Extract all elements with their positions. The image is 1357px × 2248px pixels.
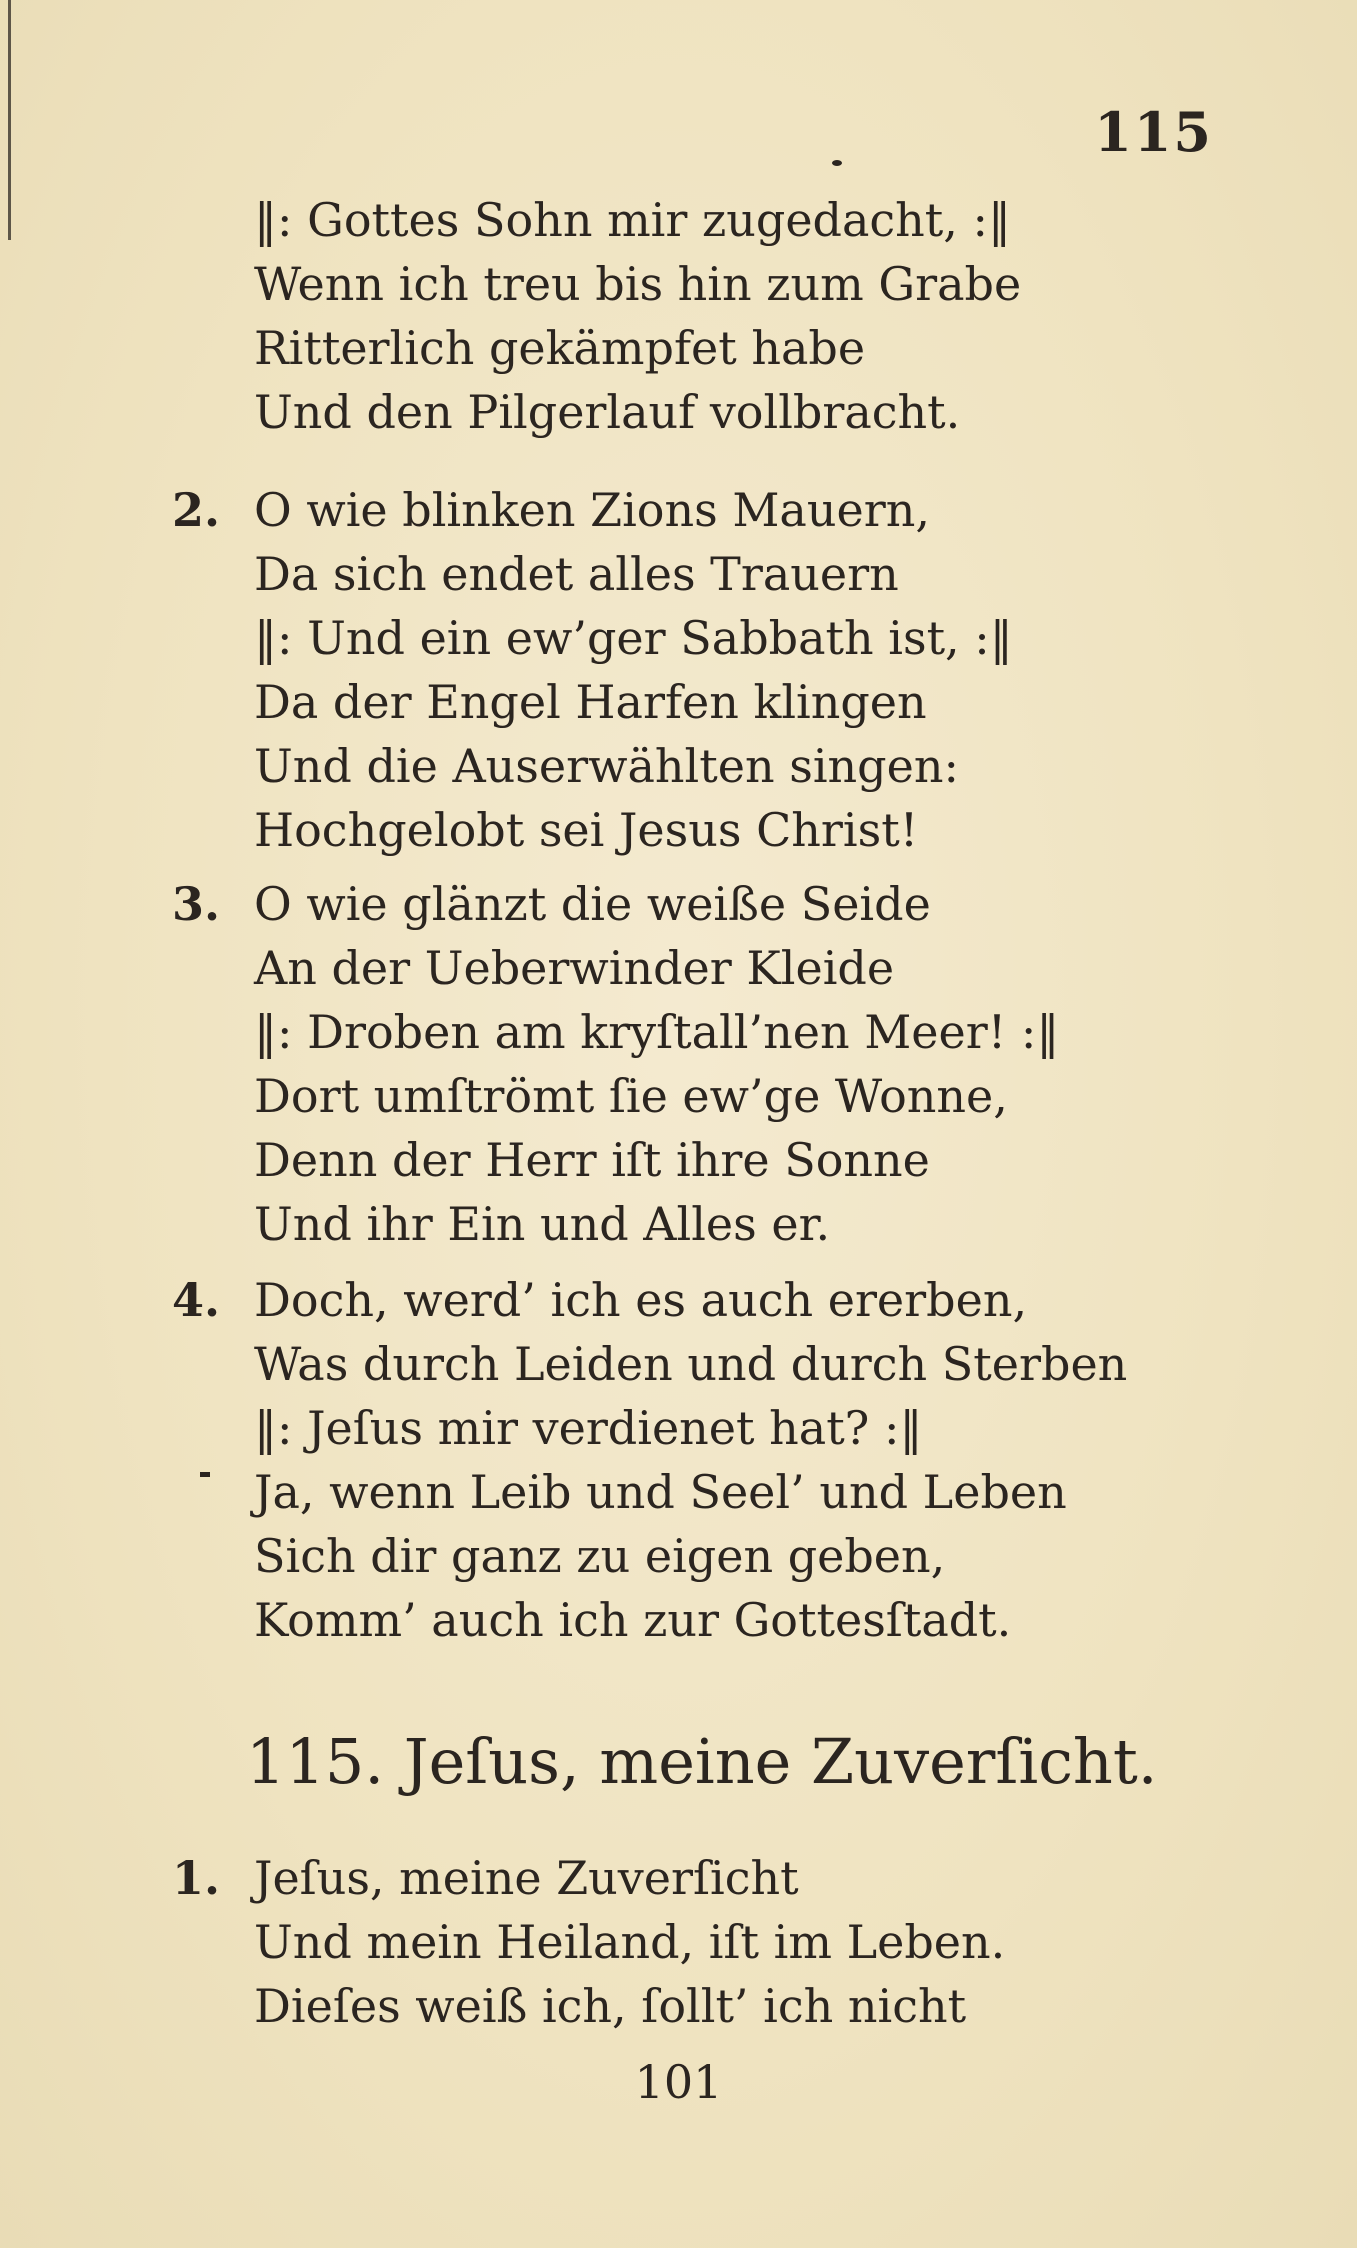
ink-speck <box>832 160 842 166</box>
verse-line: Dort umſtrömt ſie ew’ge Wonne, <box>254 1069 1008 1123</box>
verse-line: Jeſus, meine Zuverſicht <box>254 1851 799 1905</box>
page-number: 101 <box>634 2055 723 2109</box>
verse-line: An der Ueberwinder Kleide <box>254 941 895 995</box>
verse-line: O wie glänzt die weiße Seide <box>254 877 931 931</box>
verse-number: 4. <box>172 1273 221 1327</box>
verse-line: Und mein Heiland, iſt im Leben. <box>254 1915 1006 1969</box>
verse-line: Denn der Herr iſt ihre Sonne <box>254 1133 930 1187</box>
verse-line: ‖: Gottes Sohn mir zugedacht, :‖ <box>254 193 1012 247</box>
verse-line: Ritterlich gekämpfet habe <box>254 321 866 375</box>
verse-line: Hochgelobt sei Jesus Christ! <box>254 803 919 857</box>
verse-line: Da der Engel Harfen klingen <box>254 675 927 729</box>
verse-line: Und ihr Ein und Alles er. <box>254 1197 831 1251</box>
verse-line: Was durch Leiden und durch Sterben <box>254 1337 1128 1391</box>
verse-line: Sich dir ganz zu eigen geben, <box>254 1529 946 1583</box>
verse-line: Und die Auserwählten singen: <box>254 739 959 793</box>
verse-line: Da sich endet alles Trauern <box>254 547 899 601</box>
verse-line: ‖: Droben am kryſtall’nen Meer! :‖ <box>254 1005 1060 1059</box>
ink-dash <box>200 1472 210 1477</box>
running-hymn-number: 115 <box>1094 100 1213 164</box>
verse-line: Komm’ auch ich zur Gottesſtadt. <box>254 1593 1012 1647</box>
verse-number: 1. <box>172 1851 221 1905</box>
verse-line: O wie blinken Zions Mauern, <box>254 483 930 537</box>
verse-line: ‖: Und ein ew’ger Sabbath ist, :‖ <box>254 611 1013 665</box>
hymn-title: 115. Jeſus, meine Zuverſicht. <box>246 1725 1158 1798</box>
page-edge-line <box>8 0 11 240</box>
verse-line: Doch, werd’ ich es auch ererben, <box>254 1273 1028 1327</box>
verse-line: Wenn ich treu bis hin zum Grabe <box>254 257 1022 311</box>
verse-line: Und den Pilgerlauf vollbracht. <box>254 385 961 439</box>
verse-line: Dieſes weiß ich, ſollt’ ich nicht <box>254 1979 967 2033</box>
verse-line: ‖: Jeſus mir verdienet hat? :‖ <box>254 1401 923 1455</box>
verse-number: 2. <box>172 483 221 537</box>
verse-number: 3. <box>172 877 221 931</box>
verse-line: Ja, wenn Leib und Seel’ und Leben <box>254 1465 1067 1519</box>
